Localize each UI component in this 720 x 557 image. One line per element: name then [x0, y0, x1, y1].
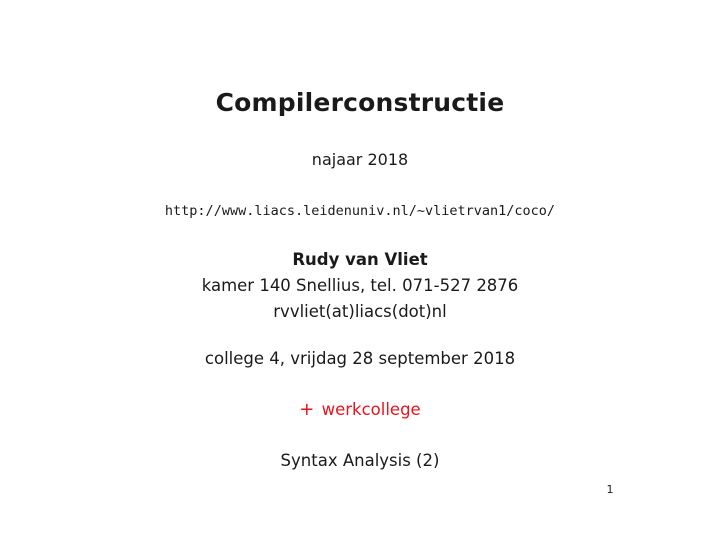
- course-url: http://www.liacs.leidenuniv.nl/~vlietrvan1/coco/: [164, 203, 556, 219]
- contact-room-phone: kamer 140 Snellius, tel. 071-527 2876: [201, 276, 519, 295]
- slide-title: Compilerconstructie: [215, 88, 505, 117]
- page-number: 1: [606, 483, 614, 496]
- plus-icon: +: [299, 399, 315, 420]
- werkcollege-note: [0, 399, 720, 420]
- werkcollege-label: werkcollege: [321, 400, 421, 419]
- contact-email: rvvliet(at)liacs(dot)nl: [273, 302, 447, 321]
- term-text: najaar 2018: [311, 150, 409, 169]
- topic-text: Syntax Analysis (2): [280, 451, 440, 470]
- lecture-info: college 4, vrijdag 28 september 2018: [204, 349, 516, 368]
- author-name: Rudy van Vliet: [292, 250, 428, 269]
